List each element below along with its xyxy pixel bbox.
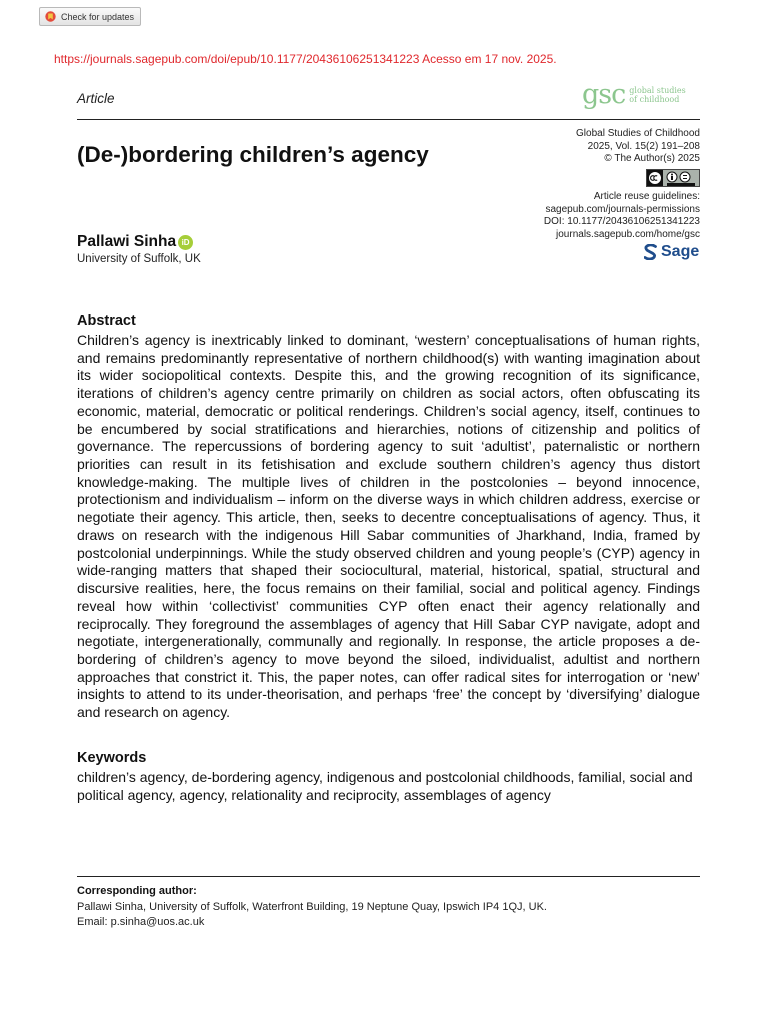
- keywords-text: children’s agency, de-bordering agency, indigenous and postcolonial childhoods, familial, social and political agency, agency, relationality and reciprocity, assemblages of agency: [77, 769, 693, 803]
- corresponding-author-address: Pallawi Sinha, University of Suffolk, Waterfront Building, 19 Neptune Quay, Ipswich IP4 1QJ, UK.: [77, 901, 547, 913]
- keywords-heading: Keywords: [77, 750, 147, 766]
- author-affiliation: University of Suffolk, UK: [77, 253, 201, 265]
- permissions-link[interactable]: sagepub.com/journals-permissions: [545, 203, 700, 215]
- journal-logo-line2: of childhood: [629, 95, 680, 104]
- journal-home-link[interactable]: journals.sagepub.com/home/gsc: [556, 228, 700, 240]
- abstract-heading: Abstract: [77, 313, 136, 329]
- journal-logo: [582, 79, 686, 110]
- author-name[interactable]: Pallawi Sinha: [77, 233, 177, 250]
- abstract-text: Children’s agency is inextricably linked to dominant, ‘western’ conceptualisations of human rights, and remains predominantly representative of northern childhood(s) with wanting imagination about its wider sociopolitical contexts. Despite this, and the growing recognition of its significance, iterations of children’s agency centre primarily on children as social actors, often obfuscating its economic, material, democratic or political renderings. Children’s social agency, itself, continues to be encumbered by social stratifications and hierarchies, notions of citizenship and politics of governance. The repercussions of bordering agency to suit ‘adultist’, paternalistic or northern priorities can result in its fetishisation and exclude southern children’s agency thus distort knowledge-making. The multiple lives of children in the postcolonies – beyond innocence, protectionism and individualism – inform on the diverse ways in which children address, exercise or negotiate their agency. This article, then, seeks to decentre conceptualisations of agency. Thus, it draws on research with the indigenous Hill Sabar communities of Jharkhand, India, framed by postcolonial underpinnings. While the study observed children and young people’s (CYP) agency in wide-ranging matters that shaped their sociocultural, material, historical, spatial, structural and discursive realities, here, the focus remains on their familial, social and political agency. Findings reveal how within ‘collectivist’ communities CYP often enact their agency relationally and reciprocally. They foreground the assemblages of agency that Hill Sabar CYP navigate, adopt and negotiate, intergenerationally, communally and regionally. In response, the article proposes a de-bordering of children’s agency to move beyond the siloed, individualist, adultist and northern approaches that constrict it. This, the paper notes, can offer radical sites for interrogation or ‘new’ insights to attend to its under-theorisation, and perhaps ‘free’ the concept by ‘diversifying’ dialogue and research on agency.: [77, 332, 700, 721]
- journal-logo-mark: gsc: [582, 79, 626, 110]
- corresponding-author-heading: Corresponding author:: [77, 885, 197, 897]
- source-url-link[interactable]: https://journals.sagepub.com/doi/epub/10.1177/20436106251341223 Acesso em 17 nov. 2025.: [54, 52, 557, 66]
- reuse-info: [544, 191, 700, 241]
- copyright: © The Author(s) 2025: [604, 153, 700, 164]
- crossmark-icon: [45, 11, 56, 22]
- article-title: (De-)bordering children’s agency: [77, 142, 429, 167]
- reuse-label: Article reuse guidelines:: [593, 191, 700, 202]
- article-type: Article: [77, 91, 115, 106]
- doi-text[interactable]: DOI: 10.1177/20436106251341223: [543, 216, 700, 227]
- sage-wordmark: Sage: [661, 243, 700, 260]
- journal-logo-line1: global studies: [629, 86, 686, 95]
- journal-volume: 2025, Vol. 15(2) 191–208: [587, 140, 700, 152]
- sage-s-icon: [644, 244, 657, 260]
- journal-meta: [576, 128, 700, 166]
- corresponding-author-email[interactable]: Email: p.sinha@uos.ac.uk: [77, 916, 205, 928]
- orcid-icon[interactable]: iD: [178, 235, 193, 250]
- author: [77, 233, 193, 251]
- check-for-updates-button[interactable]: [39, 7, 141, 26]
- cc-license-icon[interactable]: [646, 169, 700, 187]
- sage-logo: [644, 243, 699, 261]
- header-divider: [77, 119, 700, 120]
- check-for-updates-label: Check for updates: [61, 11, 135, 22]
- footnote-divider: [77, 876, 700, 877]
- journal-name: Global Studies of Childhood: [576, 128, 700, 139]
